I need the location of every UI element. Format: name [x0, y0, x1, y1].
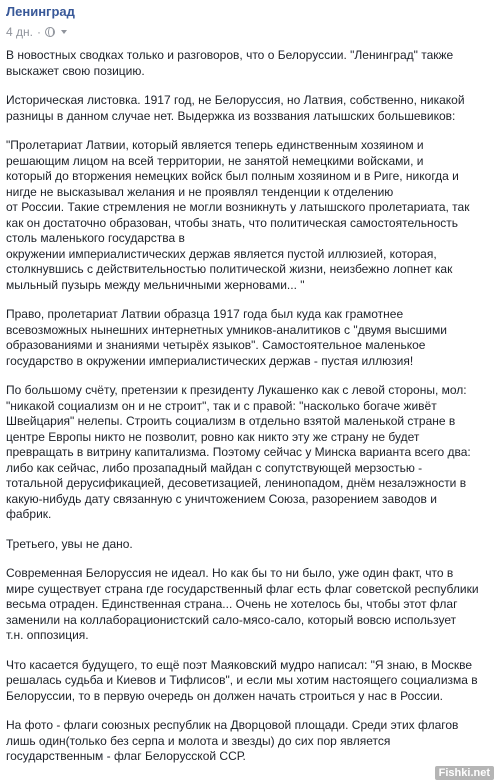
- paragraph-line: Что касается будущего, то ещё поэт Маяковский мудро написал: "Я знаю, в Москве: [6, 657, 473, 672]
- paragraph-line: решающим лицом на всей территории, не занятой немецкими войсками, и: [6, 153, 424, 168]
- paragraph-line: На фото - флаги союзных республик на Дворцовой площади. Среди этих флагов: [6, 718, 459, 732]
- paragraph-line: государство в окружении империалистических держав - пустая иллюзия!: [6, 353, 414, 368]
- paragraph-line: лишь один(только без серпа и молота и звезды) до сих пор является: [6, 733, 391, 748]
- paragraph-line: Современная Белоруссия не идеал. Но как бы то ни было, уже один факт, что в: [6, 566, 454, 580]
- post-paragraph: [6, 307, 492, 369]
- post-paragraph: [6, 658, 492, 705]
- paragraph-line: По большому счёту, претензии к президенту Лукашенко как с левой стороны, мол:: [6, 383, 467, 397]
- paragraph-line: какую-нибудь дату связанную с уничтожением Союза, разорением заводов и: [6, 491, 437, 506]
- paragraph-line: либо как сейчас, либо прозападный майдан с сопутствующей мерзостью -: [6, 460, 423, 475]
- paragraph-line: который до вторжения немецких войск был полным хозяином и в Риге, никогда и: [6, 169, 459, 183]
- paragraph-line: тотальной дерусификацией, десоветизацией, ленинопадом, днём незалэжности в: [6, 476, 467, 490]
- paragraph-line: "Пролетариат Латвии, который является теперь единственным хозяином и: [6, 138, 424, 152]
- post-timestamp[interactable]: 4 дн.: [6, 25, 33, 39]
- paragraph-line: разницы в данном случае нет. Выдержка из воззвания латышских большевиков:: [6, 108, 456, 123]
- paragraph-line: нигде не высказывал желания и не проявлял тенденции к отделению: [6, 184, 394, 199]
- paragraph-line: мире существует страна где государственный флаг есть флаг советской республики: [6, 581, 479, 596]
- paragraph-line: Швейцария" нелепы. Строить социализм в отдельно взятой маленькой стране в: [6, 414, 456, 428]
- paragraph-line: государственным - флаг Белорусской ССР.: [6, 749, 246, 763]
- paragraph-line: столкнувшись с действительностью политической жизни, неизбежно лопнет как: [6, 262, 453, 276]
- paragraph-line: Третьего, увы не дано.: [6, 536, 133, 551]
- post-author-link[interactable]: Ленинград: [6, 4, 75, 19]
- paragraph-line: Белоруссии, то в первую очередь он должен начать строиться у нас в России.: [6, 688, 444, 703]
- post-paragraph: [6, 383, 492, 523]
- globe-icon[interactable]: [45, 27, 55, 37]
- paragraph-line: "никакой социализм он и не строит", так и с правой: "насколько богаче живёт: [6, 398, 437, 413]
- paragraph-line: как он достаточно образован, чтобы знать, что политическая самостоятельность: [6, 215, 459, 230]
- paragraph-line: окружении империалистических держав является пустой иллюзией, которая,: [6, 246, 437, 261]
- post-text: [6, 48, 492, 779]
- paragraph-line: заменили на коллаборационистский сало-мясо-сало, который вовсю использует: [6, 612, 457, 627]
- paragraph-line: от России. Такие стремления не могли возникнуть у латышского пролетариата, так: [6, 200, 470, 214]
- paragraph-line: В новостных сводках только и разговоров, что о Белоруссии. "Ленинград" также: [6, 48, 454, 62]
- watermark-label: Fishki.net: [435, 766, 494, 780]
- paragraph-line: центре Европы никто не позволит, ровно как никто эту же страну не будет: [6, 429, 420, 444]
- paragraph-line: Право, пролетариат Латвии образца 1917 года был куда как грамотнее: [6, 307, 404, 321]
- chevron-down-icon[interactable]: [61, 30, 67, 34]
- paragraph-line: т.н. оппозиция.: [6, 628, 89, 642]
- post-paragraph: [6, 718, 492, 765]
- paragraph-line: фабрик.: [6, 507, 52, 521]
- paragraph-line: выскажет свою позицию.: [6, 63, 145, 78]
- meta-separator: ·: [36, 25, 41, 39]
- post-paragraph: [6, 48, 492, 79]
- paragraph-line: превращать в витрину капитализма. Поэтому сейчас у Минска варианта всего два:: [6, 445, 471, 459]
- paragraph-line: решалась судьба и Киевов и Тифлисов", и если мы хотим настоящего социализма в: [6, 673, 478, 687]
- post-paragraph: [6, 93, 492, 124]
- post-paragraph: [6, 138, 492, 293]
- paragraph-line: всевозможных нынешних интернетных умников-аналитиков с "двумя высшими: [6, 322, 447, 337]
- paragraph-line: образованиями и знаниями четырёх языков". Самостоятельное маленькое: [6, 338, 426, 352]
- paragraph-line: мыльный пузырь между мельничными жерновами... ": [6, 277, 305, 292]
- post-meta: [6, 25, 67, 39]
- post-paragraph: [6, 537, 492, 553]
- paragraph-line: Историческая листовка. 1917 год, не Белоруссия, но Латвия, собственно, никакой: [6, 93, 465, 107]
- paragraph-line: столь маленького государства в: [6, 231, 185, 245]
- post-paragraph: [6, 566, 492, 644]
- paragraph-line: весьма отраден. Единственная страна... Очень не хотелось бы, чтобы этот флаг: [6, 597, 458, 611]
